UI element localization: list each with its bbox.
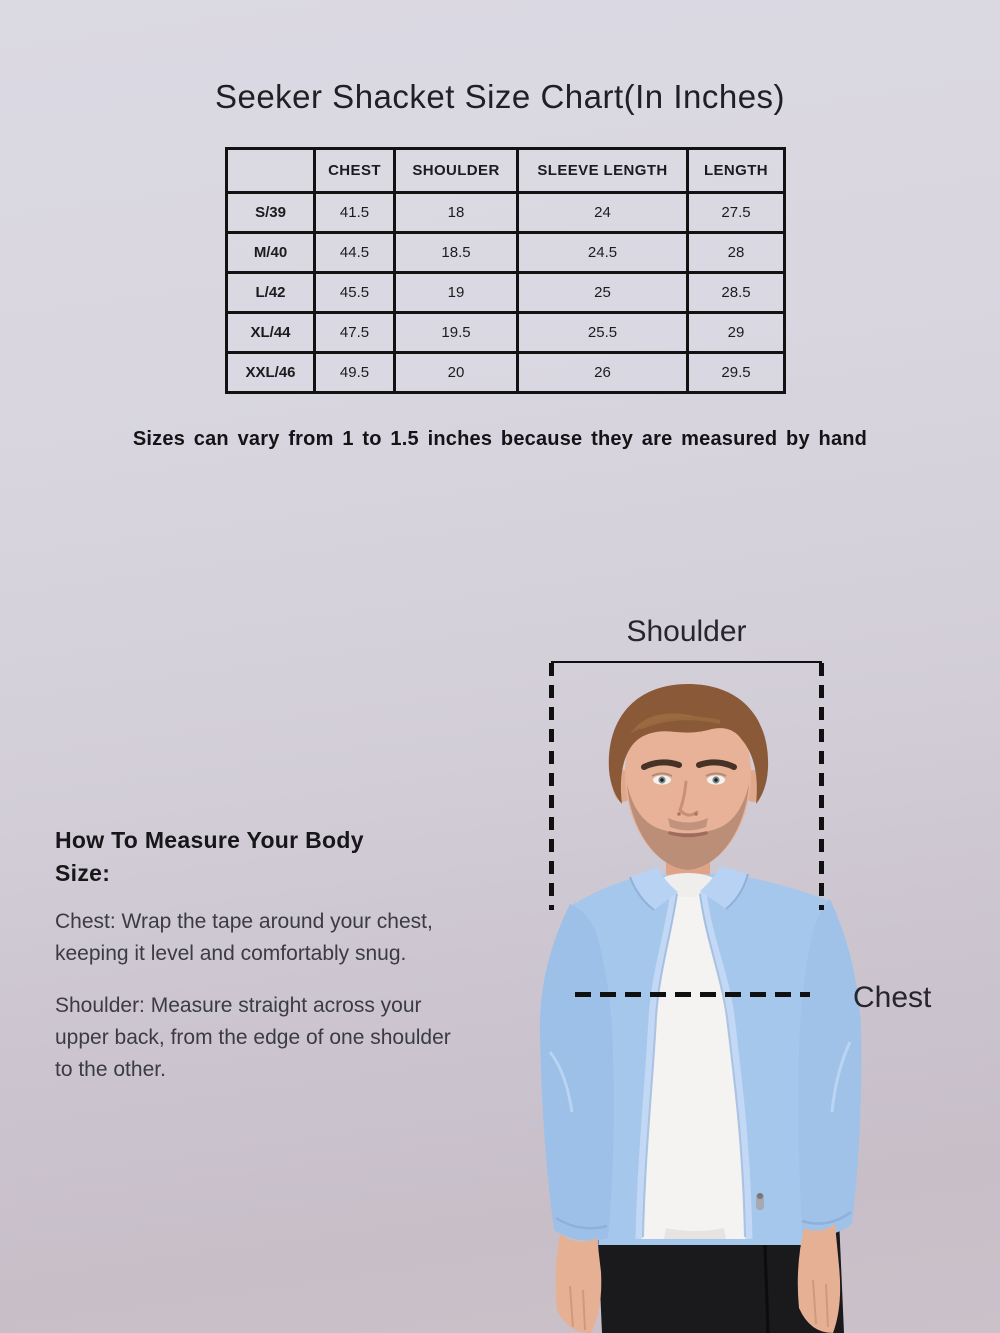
shoulder-dash-right: [819, 663, 824, 910]
table-header-row: [227, 149, 785, 193]
table-cell: 27.5: [688, 193, 785, 233]
table-header-empty: [227, 149, 315, 193]
chest-measure-label: Chest: [853, 981, 932, 1014]
table-cell: 28.5: [688, 273, 785, 313]
size-table: [225, 147, 786, 394]
table-row: [227, 193, 785, 233]
table-cell: 45.5: [315, 273, 395, 313]
table-cell: 47.5: [315, 313, 395, 353]
table-row: [227, 233, 785, 273]
zipper-pull: [756, 1193, 764, 1210]
howto-heading: How To Measure Your Body Size:: [55, 827, 364, 887]
table-header-shoulder: SHOULDER: [395, 149, 518, 193]
page-title: Seeker Shacket Size Chart(In Inches): [214, 78, 786, 115]
table-cell: 24: [518, 193, 688, 233]
table-row: [227, 273, 785, 313]
table-cell: 26: [518, 353, 688, 393]
size-label: M/40: [227, 233, 315, 273]
table-cell: 49.5: [315, 353, 395, 393]
table-row: [227, 313, 785, 353]
table-cell: 41.5: [315, 193, 395, 233]
table-cell: 44.5: [315, 233, 395, 273]
howto-section: [55, 824, 453, 1106]
table-cell: 25: [518, 273, 688, 313]
table-cell: 18.5: [395, 233, 518, 273]
table-cell: 29: [688, 313, 785, 353]
table-cell: 19: [395, 273, 518, 313]
table-header-length: LENGTH: [688, 149, 785, 193]
table-cell: 24.5: [518, 233, 688, 273]
size-label: XXL/46: [227, 353, 315, 393]
shoulder-measure-box: [551, 661, 822, 910]
table-header-sleeve-length: SLEEVE LENGTH: [518, 149, 688, 193]
shoulder-instruction: Shoulder: Measure straight across your upper back, from the edge of one shoulder to the other.: [55, 994, 451, 1081]
table-cell: 19.5: [395, 313, 518, 353]
table-cell: 28: [688, 233, 785, 273]
chest-measure-line: [575, 992, 810, 997]
table-cell: 18: [395, 193, 518, 233]
size-label: XL/44: [227, 313, 315, 353]
shoulder-measure-label: Shoulder: [626, 615, 747, 648]
table-cell: 25.5: [518, 313, 688, 353]
table-cell: 29.5: [688, 353, 785, 393]
table-header-chest: CHEST: [315, 149, 395, 193]
table-row: [227, 353, 785, 393]
model-jacket: [540, 866, 861, 1245]
chest-instruction: Chest: Wrap the tape around your chest, keeping it level and comfortably snug.: [55, 910, 433, 966]
shoulder-dash-left: [549, 663, 554, 910]
hand-measure-note: Sizes can vary from 1 to 1.5 inches because they are measured by hand: [132, 428, 868, 450]
size-label: S/39: [227, 193, 315, 233]
table-cell: 20: [395, 353, 518, 393]
size-label: L/42: [227, 273, 315, 313]
